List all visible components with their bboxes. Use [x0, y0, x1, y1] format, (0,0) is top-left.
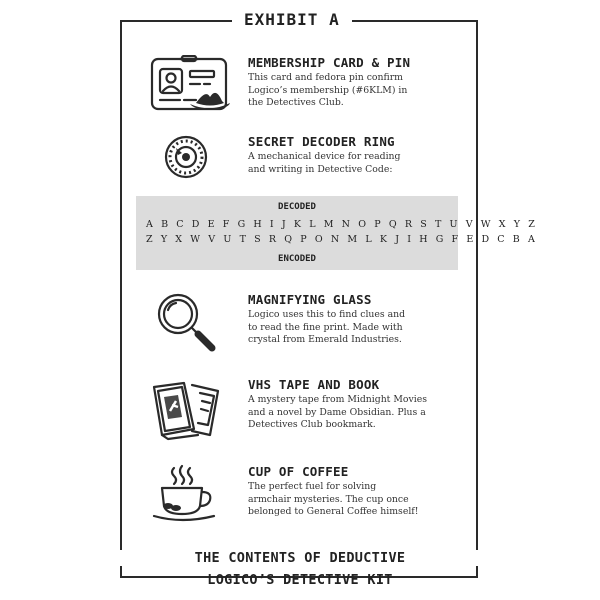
item-description: A mystery tape from Midnight Movies and a novel by Dame Obsidian. Plus a Detectives Club bookmark.: [248, 394, 427, 430]
item-title: MEMBERSHIP CARD & PIN: [248, 55, 411, 70]
item-description: This card and fedora pin confirm Logico’s membership (#6KLM) in the Detectives Club.: [248, 72, 408, 108]
item-title: SECRET DECODER RING: [248, 134, 395, 149]
decoder-table: [136, 196, 538, 270]
encoded-label: ENCODED: [278, 254, 316, 264]
item-title: VHS TAPE AND BOOK: [248, 377, 380, 392]
item-description: Logico uses this to find clues and to read the fine print. Made with crystal from Emerald Industries.: [248, 309, 406, 345]
encoded-row: Z Y X W V U T S R Q P O N M L K J I H G F E D C B A: [146, 234, 538, 245]
footer-line-1: THE CONTENTS OF DEDUCTIVE: [120, 550, 480, 566]
item-title: CUP OF COFFEE: [248, 464, 349, 479]
coffee-cup-icon: [152, 464, 224, 524]
membership-card-icon: [140, 55, 232, 117]
exhibit-title: EXHIBIT A: [232, 10, 352, 29]
decoder-ring-icon: [162, 134, 212, 180]
magnifying-glass-icon: [154, 292, 220, 354]
item-description: The perfect fuel for solving armchair mysteries. The cup once belonged to General Coffee himself!: [248, 481, 419, 517]
footer-line-2: LOGICO’S DETECTIVE KIT: [207, 572, 393, 588]
item-title: MAGNIFYING GLASS: [248, 292, 372, 307]
decoded-label: DECODED: [278, 202, 316, 212]
item-description: A mechanical device for reading and writing in Detective Code:: [248, 151, 401, 175]
decoded-row: A B C D E F G H I J K L M N O P Q R S T U V W X Y Z: [146, 219, 538, 230]
vhs-book-icon: [148, 377, 228, 441]
